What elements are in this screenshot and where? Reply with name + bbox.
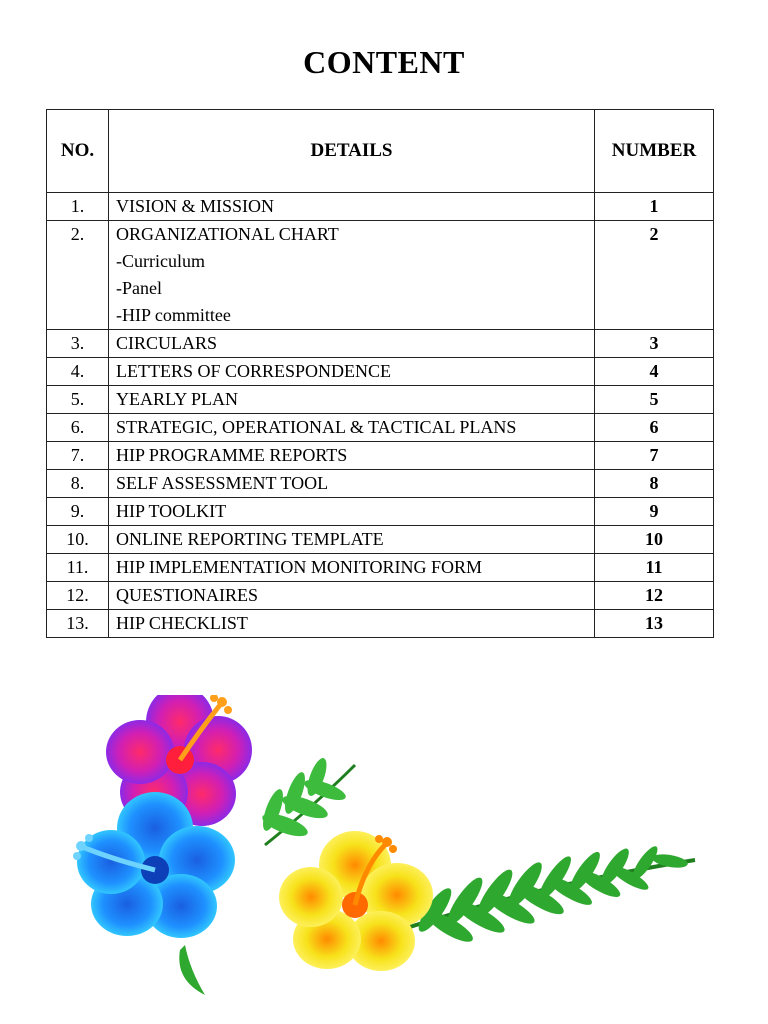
row-number-cell: 12. bbox=[47, 582, 109, 610]
detail-label: ORGANIZATIONAL CHART bbox=[116, 224, 339, 244]
row-page-number-cell: 1 bbox=[595, 193, 714, 221]
row-number-cell: 8. bbox=[47, 470, 109, 498]
table-row bbox=[47, 330, 714, 358]
detail-label: HIP CHECKLIST bbox=[116, 613, 248, 633]
table-row bbox=[47, 554, 714, 582]
row-number-cell: 7. bbox=[47, 442, 109, 470]
hibiscus-flowers-illustration bbox=[55, 695, 715, 1005]
detail-label: STRATEGIC, OPERATIONAL & TACTICAL PLANS bbox=[116, 417, 517, 437]
detail-subitem: -Panel bbox=[116, 278, 162, 298]
table-body bbox=[47, 193, 714, 638]
detail-label: LETTERS OF CORRESPONDENCE bbox=[116, 361, 392, 381]
yellow-hibiscus-flower bbox=[279, 831, 433, 971]
detail-label: VISION & MISSION bbox=[116, 196, 275, 216]
detail-label: HIP TOOLKIT bbox=[116, 501, 227, 521]
row-page-number-cell: 3 bbox=[595, 330, 714, 358]
row-number-cell: 10. bbox=[47, 526, 109, 554]
row-details-cell bbox=[109, 470, 595, 498]
row-page-number-cell: 4 bbox=[595, 358, 714, 386]
row-number-cell: 5. bbox=[47, 386, 109, 414]
row-details-cell bbox=[109, 442, 595, 470]
detail-label: CIRCULARS bbox=[116, 333, 218, 353]
row-page-number-cell: 8 bbox=[595, 470, 714, 498]
row-details-cell bbox=[109, 610, 595, 638]
row-number-cell: 3. bbox=[47, 330, 109, 358]
row-page-number-cell: 5 bbox=[595, 386, 714, 414]
row-details-cell bbox=[109, 221, 595, 330]
row-page-number-cell: 10 bbox=[595, 526, 714, 554]
row-page-number-cell: 13 bbox=[595, 610, 714, 638]
detail-label: ONLINE REPORTING TEMPLATE bbox=[116, 529, 384, 549]
row-details-cell bbox=[109, 498, 595, 526]
row-details-cell bbox=[109, 414, 595, 442]
row-details-cell bbox=[109, 582, 595, 610]
row-page-number-cell: 9 bbox=[595, 498, 714, 526]
page-title: CONTENT bbox=[303, 44, 465, 80]
row-details-cell bbox=[109, 554, 595, 582]
row-number-cell: 11. bbox=[47, 554, 109, 582]
row-number-cell: 9. bbox=[47, 498, 109, 526]
row-number-cell: 13. bbox=[47, 610, 109, 638]
row-details-cell bbox=[109, 386, 595, 414]
table-header-row bbox=[47, 110, 714, 193]
row-number-cell: 2. bbox=[47, 221, 109, 330]
row-page-number-cell: 6 bbox=[595, 414, 714, 442]
detail-subitem: -HIP committee bbox=[116, 305, 231, 325]
detail-subitem: -Curriculum bbox=[116, 251, 205, 271]
column-header-number: NUMBER bbox=[595, 110, 714, 193]
detail-label: HIP PROGRAMME REPORTS bbox=[116, 445, 348, 465]
row-details-cell bbox=[109, 358, 595, 386]
table-row bbox=[47, 414, 714, 442]
row-details-cell bbox=[109, 193, 595, 221]
table-row bbox=[47, 193, 714, 221]
detail-label: YEARLY PLAN bbox=[116, 389, 239, 409]
row-number-cell: 4. bbox=[47, 358, 109, 386]
detail-label: QUESTIONAIRES bbox=[116, 585, 258, 605]
row-page-number-cell: 11 bbox=[595, 554, 714, 582]
detail-label: HIP IMPLEMENTATION MONITORING FORM bbox=[116, 557, 483, 577]
table-row bbox=[47, 470, 714, 498]
row-number-cell: 1. bbox=[47, 193, 109, 221]
detail-label: SELF ASSESSMENT TOOL bbox=[116, 473, 329, 493]
table-row bbox=[47, 221, 714, 330]
table-row bbox=[47, 442, 714, 470]
column-header-no: NO. bbox=[47, 110, 109, 193]
table-row bbox=[47, 498, 714, 526]
row-page-number-cell: 12 bbox=[595, 582, 714, 610]
table-row bbox=[47, 526, 714, 554]
row-page-number-cell: 7 bbox=[595, 442, 714, 470]
row-details-cell bbox=[109, 526, 595, 554]
contents-table bbox=[46, 109, 714, 638]
column-header-details: DETAILS bbox=[109, 110, 595, 193]
table-row bbox=[47, 386, 714, 414]
table-row bbox=[47, 610, 714, 638]
row-page-number-cell: 2 bbox=[595, 221, 714, 330]
table-row bbox=[47, 358, 714, 386]
row-details-cell bbox=[109, 330, 595, 358]
row-number-cell: 6. bbox=[47, 414, 109, 442]
table-row bbox=[47, 582, 714, 610]
